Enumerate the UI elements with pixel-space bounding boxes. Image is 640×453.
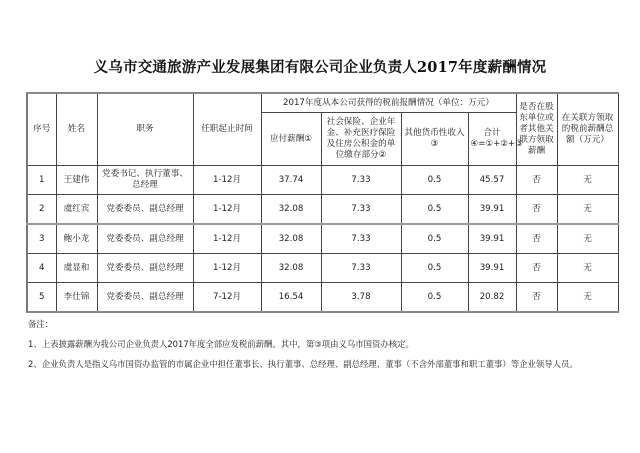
cell-seq: 5 (27, 283, 56, 313)
cell-insurance: 7.33 (321, 224, 401, 254)
header-shareholder: 是否在股东单位或者其他关联方领取薪酬 (516, 93, 557, 166)
cell-related-total: 无 (557, 254, 618, 283)
cell-total: 39.91 (468, 224, 516, 254)
cell-shareholder: 否 (516, 283, 557, 313)
cell-term: 1-12月 (193, 254, 261, 283)
header-insurance: 社会保险、企业年金、补充医疗保险及住房公积金的单位缴存部分② (321, 113, 401, 166)
cell-term: 1-12月 (193, 224, 261, 254)
cell-position: 党委书记、执行董事、总经理 (97, 166, 193, 195)
cell-seq: 1 (27, 166, 56, 195)
cell-related-total: 无 (557, 224, 618, 254)
cell-term: 1-12月 (193, 195, 261, 225)
cell-total: 45.57 (468, 166, 516, 195)
cell-other-income: 0.5 (401, 283, 468, 313)
header-related-total: 在关联方领取的税前薪酬总额（万元） (557, 93, 618, 166)
cell-insurance: 7.33 (321, 195, 401, 225)
cell-other-income: 0.5 (401, 224, 468, 254)
cell-related-total: 无 (557, 195, 618, 225)
notes-label: 备注： (28, 319, 54, 329)
table-row (27, 195, 618, 225)
header-name: 姓名 (56, 93, 97, 166)
cell-total: 39.91 (468, 254, 516, 283)
cell-shareholder: 否 (516, 254, 557, 283)
cell-salary: 32.08 (261, 195, 321, 225)
header-seq: 序号 (27, 93, 56, 166)
table-row (27, 166, 618, 195)
cell-shareholder: 否 (516, 224, 557, 254)
header-row-1 (27, 93, 618, 113)
table-row (27, 224, 618, 254)
cell-name: 虞显和 (56, 254, 97, 283)
cell-position: 党委委员、副总经理 (97, 283, 193, 313)
cell-insurance: 7.33 (321, 166, 401, 195)
cell-salary: 32.08 (261, 224, 321, 254)
cell-insurance: 7.33 (321, 254, 401, 283)
note-item: 2、企业负责人是指义乌市国资办监管的市属企业中担任董事长、执行董事、总经理、副总经理、董事（不含外部董事和职工董事）等企业领导人员。 (28, 359, 578, 369)
header-other-income: 其他货币性收入③ (401, 113, 468, 166)
cell-insurance: 3.78 (321, 283, 401, 313)
table-row (27, 283, 618, 313)
cell-total: 39.91 (468, 195, 516, 225)
cell-seq: 3 (27, 224, 56, 254)
cell-seq: 2 (27, 195, 56, 225)
cell-salary: 37.74 (261, 166, 321, 195)
header-group-pay: 2017年度从本公司获得的税前报酬情况（单位：万元） (261, 93, 516, 113)
note-item: 1、上表披露薪酬为我公司企业负责人2017年度全部应发税前薪酬。其中，第③项由义乌市国资办核定。 (28, 339, 414, 349)
cell-salary: 16.54 (261, 283, 321, 313)
cell-name: 虞红宾 (56, 195, 97, 225)
table-row (27, 254, 618, 283)
cell-name: 王建伟 (56, 166, 97, 195)
salary-table (26, 92, 619, 313)
cell-name: 李仕锦 (56, 283, 97, 313)
cell-shareholder: 否 (516, 166, 557, 195)
document-title: 义乌市交通旅游产业发展集团有限公司企业负责人2017年度薪酬情况 (93, 59, 547, 76)
cell-other-income: 0.5 (401, 166, 468, 195)
cell-related-total: 无 (557, 166, 618, 195)
cell-other-income: 0.5 (401, 254, 468, 283)
cell-term: 7-12月 (193, 283, 261, 313)
header-position: 职务 (97, 93, 193, 166)
cell-shareholder: 否 (516, 195, 557, 225)
cell-salary: 32.08 (261, 254, 321, 283)
header-total: 合计 ④=①+②+③ (468, 113, 516, 166)
header-salary: 应付薪酬① (261, 113, 321, 166)
cell-position: 党委委员、副总经理 (97, 254, 193, 283)
cell-position: 党委委员、副总经理 (97, 195, 193, 225)
cell-term: 1-12月 (193, 166, 261, 195)
cell-seq: 4 (27, 254, 56, 283)
notes-section (28, 319, 618, 370)
cell-name: 鲍小龙 (56, 224, 97, 254)
cell-other-income: 0.5 (401, 195, 468, 225)
cell-related-total: 无 (557, 283, 618, 313)
cell-position: 党委委员、副总经理 (97, 224, 193, 254)
header-term: 任职起止时间 (193, 93, 261, 166)
cell-total: 20.82 (468, 283, 516, 313)
